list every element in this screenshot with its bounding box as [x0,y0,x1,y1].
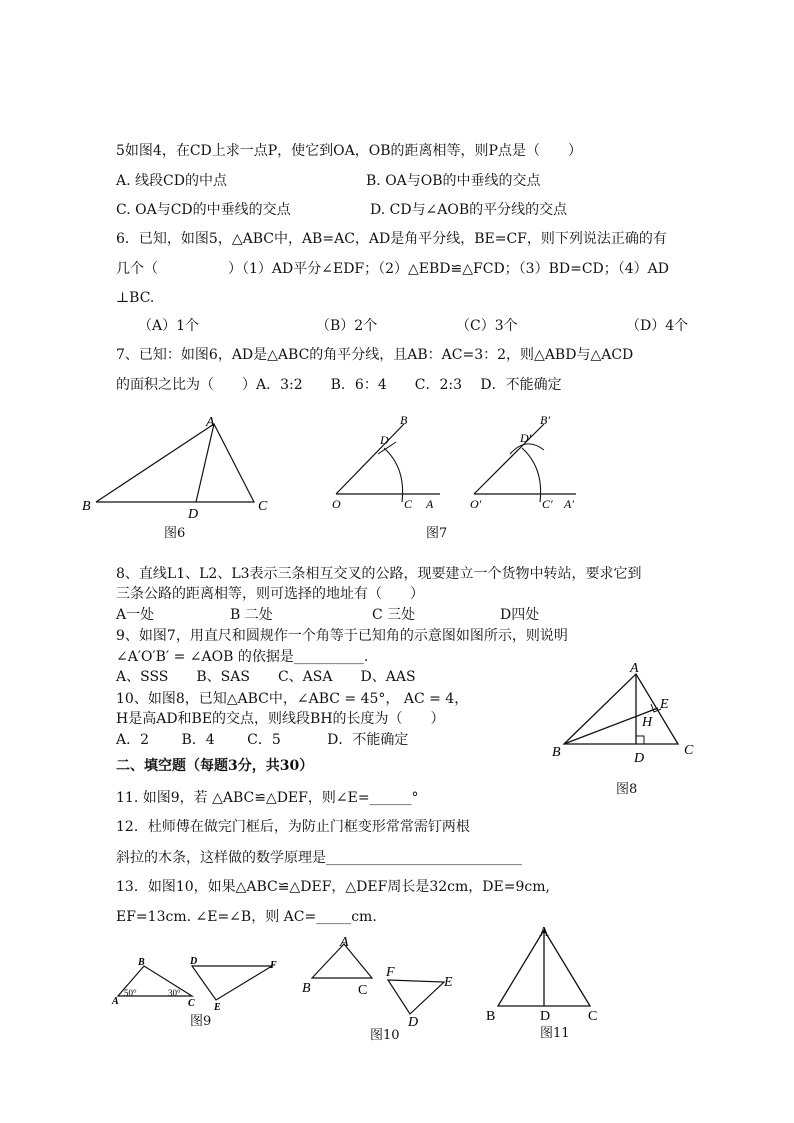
fig6-label-c: C [258,499,268,514]
q10-line1: 10、如图8，已知△ABC中，∠ABC = 45°， AC = 4， [116,691,469,707]
fig10-label-c: C [358,983,368,998]
figure-10 [300,934,468,1028]
fig7-label-c2: C′ [542,497,553,511]
fig6-label-d: D [188,507,199,520]
fig7-caption: 图7 [426,526,448,541]
q9-line2: ∠A′O′B′ = ∠AOB 的依据是__________. [116,649,369,665]
fig9-angle-2: 30° [168,988,181,998]
q7-line2: 的面积之比为（ ）A．3:2 B．6：4 C．2:3 D．不能确定 [116,377,562,393]
q8-line1: 8、直线L1、L2、L3表示三条相互交叉的公路，现要建立一个货物中转站，要求它到 [116,566,642,582]
q13-line2: EF=13cm. ∠E=∠B，则 AC=_____cm. [116,909,377,925]
fig11-label-b: B [486,1009,496,1022]
fig7-label-a: A [426,497,434,511]
q5-stem: 5如图4，在CD上求一点P，使它到OA，OB的距离相等，则P点是（ ） [116,143,582,159]
fig7-label-d: D [380,433,389,447]
fig9-label-a: A [112,996,119,1007]
q6-line2: 几个（ ）（1）AD平分∠EDF；（2）△EBD≌△FCD；（3）BD=CD；（4）AD [116,261,670,277]
q7-line1: 7、已知：如图6，AD是△ABC的角平分线，且AB：AC=3：2，则△ABD与△ACD [116,347,634,363]
fig6-label-b: B [82,499,91,514]
q6-option-c: （C）3个 [456,318,518,334]
figure-6 [78,410,278,520]
fig10-label-b: B [302,981,311,996]
fig9-label-f: F [270,960,277,971]
fig7-label-d2: D′ [520,431,532,445]
q9-line1: 9、如图7，用直尺和圆规作一个角等于已知角的示意图如图所示，则说明 [116,628,568,644]
fig8-label-a: A [630,661,639,676]
fig8-label-b: B [552,745,561,760]
fig7-label-a2: A′ [564,497,574,511]
fig8-caption: 图8 [616,782,638,797]
fig9-label-b: B [138,957,145,968]
fig8-label-d: D [634,751,645,762]
q6-line1: 6．已知，如图5，△ABC中，AB=AC，AD是角平分线，BE=CF，则下列说法正确的有 [116,231,667,247]
fig10-label-a: A [340,935,349,950]
q6-line3: ⊥BC. [116,290,155,306]
fig7-label-b2: B′ [540,413,550,427]
q8-line2: 三条公路的距离相等，则可选择的地址有（ ） [116,586,424,602]
q10-options: A．2 B．4 C．5 D．不能确定 [116,732,409,748]
fig8-label-e: E [660,697,669,712]
fig9-label-d: D [190,956,198,967]
q8-option-c: C 三处 [372,607,416,623]
q6-option-d: （D）4个 [626,318,689,334]
figure-8 [548,658,708,762]
fig11-label-d: D [540,1009,551,1022]
q12-line1: 12．杜师傅在做完门框后，为防止门框变形常常需钉两根 [116,819,470,835]
q5-option-d: D. CD与∠AOB的平分线的交点 [370,202,568,218]
fig7-label-o: O [332,497,341,511]
fig11-caption: 图11 [540,1026,570,1041]
fig10-label-e: E [444,975,453,990]
fig9-angle-1: 50° [124,988,137,998]
fig6-caption: 图6 [164,526,186,541]
fig9-caption: 图9 [190,1014,212,1029]
fig10-label-d: D [408,1015,419,1028]
q9-options: A、SSS B、SAS C、ASA D、AAS [116,669,416,685]
q10-line2: H是高AD和BE的交点，则线段BH的长度为（ ） [116,711,445,727]
q6-option-a: （A）1个 [138,318,200,334]
fig8-label-c: C [684,743,694,758]
fig9-label-e: E [214,1002,221,1010]
fig7-label-b: B [400,413,408,427]
section-2-title: 二、填空题（每题3分，共30） [116,758,314,774]
figure-7 [322,410,612,520]
figure-11 [484,922,608,1022]
fig7-label-o2: O′ [470,497,482,511]
fig9-label-c: C [188,998,195,1009]
q5-option-c: C. OA与CD的中垂线的交点 [116,202,291,218]
q8-option-b: B 二处 [230,607,273,623]
figure-9 [110,954,282,1010]
q5-option-a: A. 线段CD的中点 [116,173,227,189]
fig11-label-a: A [539,925,550,940]
q6-option-b: （B）2个 [316,318,378,334]
q12-line2: 斜拉的木条，这样做的数学原理是____________________________ [116,850,522,866]
fig7-label-c: C [404,497,413,511]
q8-option-d: D四处 [500,607,540,623]
q11-text: 11. 如图9，若 △ABC≌△DEF，则∠E=______° [116,790,419,806]
q8-option-a: A一处 [116,607,155,623]
fig10-label-f: F [386,965,395,980]
q5-option-b: B. OA与OB的中垂线的交点 [366,173,541,189]
q13-line1: 13．如图10，如果△ABC≌△DEF，△DEF周长是32cm，DE=9cm, [116,879,550,895]
fig11-label-c: C [588,1009,598,1022]
fig10-caption: 图10 [370,1028,400,1043]
fig8-label-h: H [642,715,653,730]
fig6-label-a: A [206,415,215,430]
